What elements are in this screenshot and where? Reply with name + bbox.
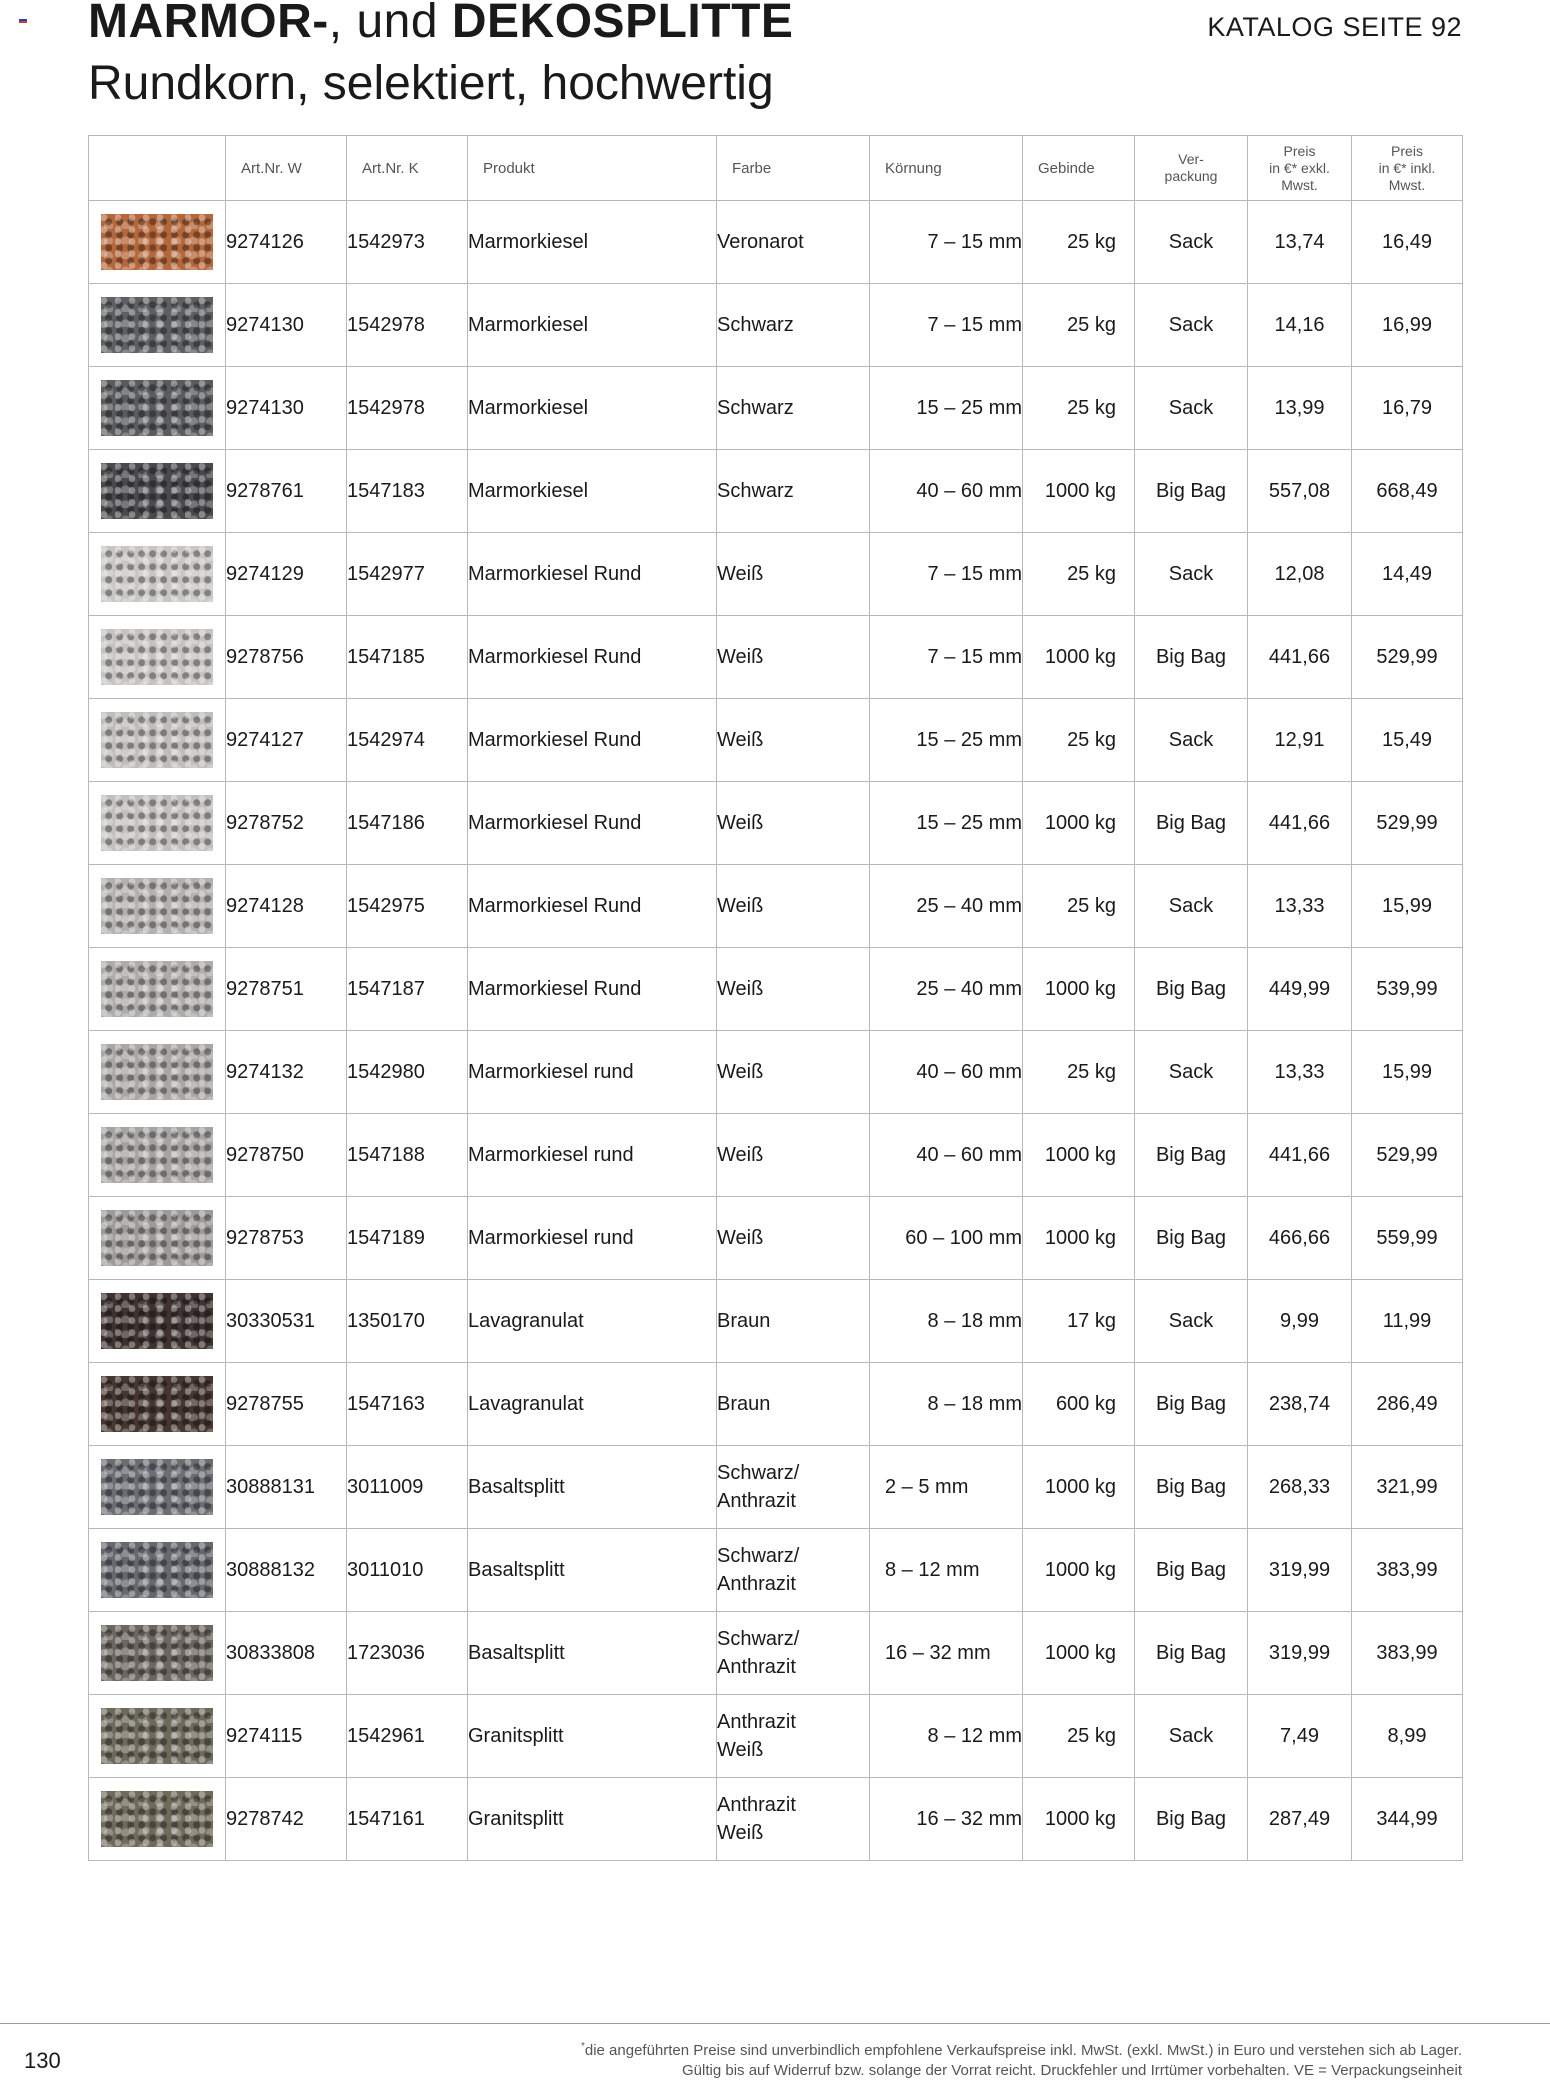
koernung: 60 – 100 mm [870,1197,1023,1280]
koernung: 40 – 60 mm [870,450,1023,533]
table-row [89,1695,1463,1778]
preis-inkl: 15,99 [1352,1031,1463,1114]
table-header-row [89,136,1463,201]
produkt: Marmorkiesel Rund [468,699,717,782]
art-nr-w: 9278751 [226,948,347,1031]
koernung: 7 – 15 mm [870,616,1023,699]
art-nr-k: 1547161 [347,1778,468,1861]
verpackung: Sack [1135,284,1248,367]
art-nr-k: 1542980 [347,1031,468,1114]
table-row [89,450,1463,533]
page-number: 130 [24,2048,61,2073]
art-nr-k: 3011009 [347,1446,468,1529]
gebinde: 25 kg [1023,284,1135,367]
farbe: Schwarz [717,284,870,367]
koernung: 8 – 12 mm [870,1695,1023,1778]
product-image-cell [89,1446,226,1529]
product-image-cell [89,201,226,284]
art-nr-w: 9278753 [226,1197,347,1280]
product-image-cell [89,865,226,948]
koernung: 25 – 40 mm [870,948,1023,1031]
preis-inkl: 668,49 [1352,450,1463,533]
preis-exkl: 7,49 [1248,1695,1352,1778]
koernung: 40 – 60 mm [870,1031,1023,1114]
produkt: Marmorkiesel rund [468,1197,717,1280]
art-nr-k: 1542961 [347,1695,468,1778]
produkt: Marmorkiesel [468,367,717,450]
product-image-cell [89,948,226,1031]
preis-inkl: 16,49 [1352,201,1463,284]
preis-inkl: 321,99 [1352,1446,1463,1529]
table-row [89,1363,1463,1446]
column-header-art-k: Art.Nr. K [347,136,468,201]
table-row [89,948,1463,1031]
gebinde: 1000 kg [1023,948,1135,1031]
verpackung: Big Bag [1135,1363,1248,1446]
art-nr-k: 1547163 [347,1363,468,1446]
preis-exkl: 268,33 [1248,1446,1352,1529]
table-row [89,367,1463,450]
gebinde: 1000 kg [1023,1529,1135,1612]
farbe: Schwarz [717,367,870,450]
gebinde: 25 kg [1023,1695,1135,1778]
koernung: 7 – 15 mm [870,284,1023,367]
farbe: Schwarz/ Anthrazit [717,1446,870,1529]
verpackung: Sack [1135,1031,1248,1114]
preis-exkl: 287,49 [1248,1778,1352,1861]
table-row [89,865,1463,948]
product-image-cell [89,699,226,782]
column-header-art-w: Art.Nr. W [226,136,347,201]
table-row [89,201,1463,284]
farbe: Weiß [717,699,870,782]
gravel-swatch-image [101,961,213,1017]
art-nr-w: 9274130 [226,367,347,450]
gebinde: 1000 kg [1023,1612,1135,1695]
verpackung: Big Bag [1135,1612,1248,1695]
preis-inkl: 15,99 [1352,865,1463,948]
column-header-farbe: Farbe [717,136,870,201]
gebinde: 25 kg [1023,1031,1135,1114]
gravel-swatch-image [101,1542,213,1598]
farbe: Weiß [717,616,870,699]
product-image-cell [89,1114,226,1197]
produkt: Lavagranulat [468,1280,717,1363]
gebinde: 1000 kg [1023,1114,1135,1197]
produkt: Marmorkiesel Rund [468,533,717,616]
footnote [532,2037,1462,2081]
art-nr-w: 9274130 [226,284,347,367]
produkt: Marmorkiesel Rund [468,948,717,1031]
product-image-cell [89,1529,226,1612]
product-image-cell [89,450,226,533]
art-nr-w: 9274127 [226,699,347,782]
preis-exkl: 13,33 [1248,1031,1352,1114]
verpackung: Sack [1135,1280,1248,1363]
art-nr-k: 1350170 [347,1280,468,1363]
gebinde: 25 kg [1023,699,1135,782]
preis-inkl: 16,79 [1352,367,1463,450]
preis-exkl: 441,66 [1248,616,1352,699]
koernung: 7 – 15 mm [870,533,1023,616]
farbe: Weiß [717,1031,870,1114]
page-title: MARMOR-, und DEKOSPLITTE [88,0,794,48]
gebinde: 1000 kg [1023,616,1135,699]
koernung: 15 – 25 mm [870,782,1023,865]
gebinde: 1000 kg [1023,782,1135,865]
gravel-swatch-image [101,1044,213,1100]
preis-exkl: 14,16 [1248,284,1352,367]
art-nr-w: 9278750 [226,1114,347,1197]
farbe: Weiß [717,782,870,865]
produkt: Marmorkiesel rund [468,1114,717,1197]
column-header-image [89,136,226,201]
farbe: Veronarot [717,201,870,284]
flag-icon [19,19,27,25]
verpackung: Big Bag [1135,616,1248,699]
verpackung: Big Bag [1135,948,1248,1031]
verpackung: Sack [1135,865,1248,948]
preis-inkl: 344,99 [1352,1778,1463,1861]
preis-inkl: 14,49 [1352,533,1463,616]
verpackung: Big Bag [1135,1529,1248,1612]
preis-exkl: 449,99 [1248,948,1352,1031]
product-image-cell [89,533,226,616]
farbe: Schwarz [717,450,870,533]
gravel-swatch-image [101,1459,213,1515]
verpackung: Sack [1135,201,1248,284]
produkt: Basaltsplitt [468,1529,717,1612]
product-image-cell [89,1363,226,1446]
preis-exkl: 557,08 [1248,450,1352,533]
art-nr-k: 1547189 [347,1197,468,1280]
produkt: Basaltsplitt [468,1446,717,1529]
koernung: 15 – 25 mm [870,699,1023,782]
table-row [89,1197,1463,1280]
verpackung: Sack [1135,1695,1248,1778]
product-image-cell [89,284,226,367]
table-row [89,616,1463,699]
gebinde: 25 kg [1023,865,1135,948]
art-nr-w: 9278761 [226,450,347,533]
art-nr-w: 30888131 [226,1446,347,1529]
farbe: Schwarz/ Anthrazit [717,1529,870,1612]
farbe: Anthrazit Weiß [717,1778,870,1861]
gebinde: 1000 kg [1023,1446,1135,1529]
koernung: 25 – 40 mm [870,865,1023,948]
preis-exkl: 319,99 [1248,1529,1352,1612]
table-row [89,1529,1463,1612]
farbe: Anthrazit Weiß [717,1695,870,1778]
gravel-swatch-image [101,214,213,270]
preis-inkl: 15,49 [1352,699,1463,782]
art-nr-w: 9274115 [226,1695,347,1778]
art-nr-k: 3011010 [347,1529,468,1612]
gravel-swatch-image [101,546,213,602]
art-nr-w: 30330531 [226,1280,347,1363]
preis-inkl: 8,99 [1352,1695,1463,1778]
verpackung: Big Bag [1135,1197,1248,1280]
art-nr-k: 1723036 [347,1612,468,1695]
art-nr-k: 1542977 [347,533,468,616]
art-nr-k: 1547187 [347,948,468,1031]
gebinde: 25 kg [1023,533,1135,616]
table-row [89,1612,1463,1695]
gebinde: 25 kg [1023,201,1135,284]
koernung: 2 – 5 mm [870,1446,1023,1529]
farbe: Braun [717,1280,870,1363]
art-nr-k: 1542978 [347,284,468,367]
product-image-cell [89,1695,226,1778]
produkt: Granitsplitt [468,1695,717,1778]
preis-exkl: 13,74 [1248,201,1352,284]
product-image-cell [89,1612,226,1695]
gravel-swatch-image [101,1210,213,1266]
table-row [89,699,1463,782]
table-row [89,1114,1463,1197]
farbe: Braun [717,1363,870,1446]
preis-inkl: 529,99 [1352,782,1463,865]
preis-inkl: 16,99 [1352,284,1463,367]
table-row [89,284,1463,367]
gravel-swatch-image [101,1293,213,1349]
preis-inkl: 539,99 [1352,948,1463,1031]
preis-inkl: 383,99 [1352,1612,1463,1695]
preis-exkl: 441,66 [1248,1114,1352,1197]
verpackung: Sack [1135,367,1248,450]
art-nr-k: 1547183 [347,450,468,533]
verpackung: Big Bag [1135,1446,1248,1529]
gravel-swatch-image [101,1791,213,1847]
gravel-swatch-image [101,1127,213,1183]
preis-exkl: 13,33 [1248,865,1352,948]
column-header-produkt: Produkt [468,136,717,201]
art-nr-w: 9278742 [226,1778,347,1861]
gravel-swatch-image [101,1376,213,1432]
koernung: 40 – 60 mm [870,1114,1023,1197]
produkt: Marmorkiesel Rund [468,616,717,699]
farbe: Weiß [717,948,870,1031]
preis-exkl: 238,74 [1248,1363,1352,1446]
art-nr-w: 9278752 [226,782,347,865]
gebinde: 25 kg [1023,367,1135,450]
preis-inkl: 383,99 [1352,1529,1463,1612]
table-row [89,1778,1463,1861]
table-row [89,1446,1463,1529]
gebinde: 17 kg [1023,1280,1135,1363]
art-nr-k: 1542973 [347,201,468,284]
product-image-cell [89,1197,226,1280]
koernung: 16 – 32 mm [870,1612,1023,1695]
produkt: Marmorkiesel rund [468,1031,717,1114]
gravel-swatch-image [101,795,213,851]
art-nr-k: 1542974 [347,699,468,782]
preis-inkl: 529,99 [1352,1114,1463,1197]
column-header-koernung: Körnung [870,136,1023,201]
footnote-line-2: Gültig bis auf Widerruf bzw. solange der Vorrat reicht. Druckfehler und Irrtümer vorbehalten. VE = Verpackungseinheit [682,2062,1462,2079]
table-row [89,533,1463,616]
preis-exkl: 12,91 [1248,699,1352,782]
art-nr-w: 30888132 [226,1529,347,1612]
gebinde: 600 kg [1023,1363,1135,1446]
koernung: 8 – 12 mm [870,1529,1023,1612]
art-nr-k: 1542978 [347,367,468,450]
produkt: Marmorkiesel Rund [468,782,717,865]
art-nr-k: 1542975 [347,865,468,948]
gravel-swatch-image [101,380,213,436]
verpackung: Sack [1135,533,1248,616]
produkt: Granitsplitt [468,1778,717,1861]
art-nr-k: 1547185 [347,616,468,699]
gravel-swatch-image [101,463,213,519]
verpackung: Big Bag [1135,782,1248,865]
art-nr-k: 1547188 [347,1114,468,1197]
column-header-gebinde: Gebinde [1023,136,1135,201]
preis-inkl: 286,49 [1352,1363,1463,1446]
column-header-preis-exkl: Preis in €* exkl. Mwst. [1248,136,1352,201]
farbe: Weiß [717,865,870,948]
gravel-swatch-image [101,712,213,768]
table-row [89,782,1463,865]
product-table [88,135,1463,1861]
gebinde: 1000 kg [1023,450,1135,533]
product-image-cell [89,616,226,699]
preis-inkl: 529,99 [1352,616,1463,699]
art-nr-w: 9278756 [226,616,347,699]
footnote-line-1: *die angeführten Preise sind unverbindlich empfohlene Verkaufspreise inkl. MwSt. (exkl. MwSt.) in Euro und verstehen sich ab Lager. [580,2041,1462,2059]
preis-exkl: 9,99 [1248,1280,1352,1363]
produkt: Marmorkiesel [468,450,717,533]
preis-exkl: 319,99 [1248,1612,1352,1695]
farbe: Weiß [717,533,870,616]
produkt: Lavagranulat [468,1363,717,1446]
gravel-swatch-image [101,1708,213,1764]
preis-exkl: 466,66 [1248,1197,1352,1280]
preis-exkl: 13,99 [1248,367,1352,450]
gebinde: 1000 kg [1023,1778,1135,1861]
table-row [89,1280,1463,1363]
preis-exkl: 441,66 [1248,782,1352,865]
koernung: 15 – 25 mm [870,367,1023,450]
art-nr-w: 9274129 [226,533,347,616]
verpackung: Big Bag [1135,450,1248,533]
art-nr-w: 9274126 [226,201,347,284]
product-image-cell [89,1280,226,1363]
koernung: 16 – 32 mm [870,1778,1023,1861]
art-nr-w: 9278755 [226,1363,347,1446]
page-subtitle: Rundkorn, selektiert, hochwertig [88,57,774,110]
produkt: Marmorkiesel [468,201,717,284]
gravel-swatch-image [101,1625,213,1681]
product-image-cell [89,1031,226,1114]
verpackung: Big Bag [1135,1778,1248,1861]
produkt: Marmorkiesel Rund [468,865,717,948]
farbe: Weiß [717,1197,870,1280]
gravel-swatch-image [101,297,213,353]
footer-divider [0,2023,1550,2024]
produkt: Marmorkiesel [468,284,717,367]
koernung: 7 – 15 mm [870,201,1023,284]
product-image-cell [89,782,226,865]
gravel-swatch-image [101,629,213,685]
table-row [89,1031,1463,1114]
koernung: 8 – 18 mm [870,1363,1023,1446]
koernung: 8 – 18 mm [870,1280,1023,1363]
gebinde: 1000 kg [1023,1197,1135,1280]
art-nr-w: 9274132 [226,1031,347,1114]
verpackung: Sack [1135,699,1248,782]
farbe: Weiß [717,1114,870,1197]
farbe: Schwarz/ Anthrazit [717,1612,870,1695]
produkt: Basaltsplitt [468,1612,717,1695]
preis-exkl: 12,08 [1248,533,1352,616]
art-nr-w: 9274128 [226,865,347,948]
verpackung: Big Bag [1135,1114,1248,1197]
preis-inkl: 559,99 [1352,1197,1463,1280]
catalog-page-reference: KATALOG SEITE 92 [1207,12,1462,42]
gravel-swatch-image [101,878,213,934]
product-image-cell [89,1778,226,1861]
preis-inkl: 11,99 [1352,1280,1463,1363]
column-header-preis-inkl: Preis in €* inkl. Mwst. [1352,136,1463,201]
product-image-cell [89,367,226,450]
art-nr-w: 30833808 [226,1612,347,1695]
column-header-verpackung: Ver- packung [1135,136,1248,201]
art-nr-k: 1547186 [347,782,468,865]
